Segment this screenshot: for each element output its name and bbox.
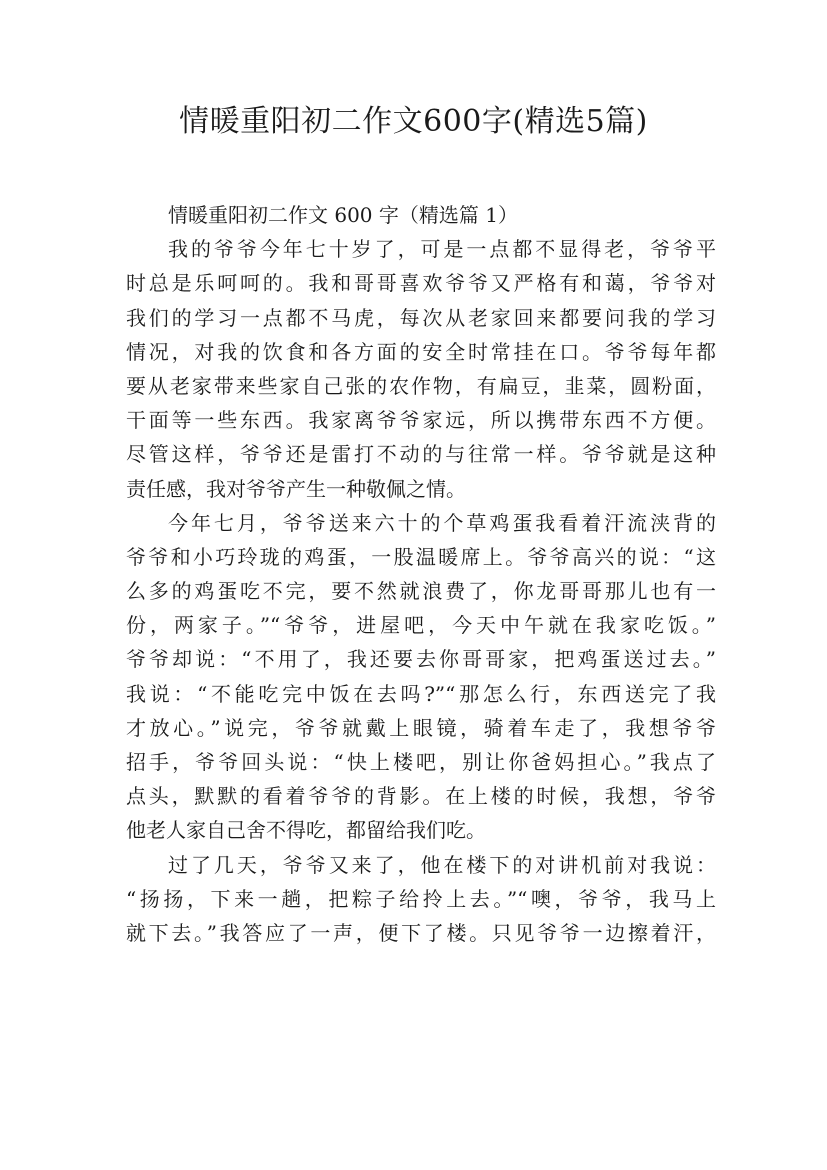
paragraph-line: 情况，对我的饮食和各方面的安全时常挂在口。爷爷每年都 (126, 339, 716, 364)
section-heading: 情暖重阳初二作文 600 字（精选篇 1） (168, 203, 518, 227)
paragraph-line: 他老人家自己舍不得吃，都留给我们吃。 (126, 818, 486, 843)
paragraph-line: 要从老家带来些家自己张的农作物，有扁豆，韭菜，圆粉面， (126, 373, 716, 398)
document-body (126, 198, 716, 950)
paragraph-line: 我说：“不能吃完中饭在去吗?”“那怎么行，东西送完了我 (126, 681, 716, 706)
document-title: 情暖重阳初二作文600字(精选5篇) (179, 104, 648, 139)
paragraph-line: 点头，默默的看着爷爷的背影。在上楼的时候，我想，爷爷 (126, 784, 716, 809)
paragraph-line: 份，两家子。”“爷爷，进屋吧，今天中午就在我家吃饭。” (126, 613, 716, 638)
paragraph-line: 干面等一些东西。我家离爷爷家远，所以携带东西不方便。 (126, 408, 716, 433)
paragraph-line: 今年七月，爷爷送来六十的个草鸡蛋我看着汗流浃背的 (168, 510, 716, 535)
paragraph-line: 招手，爷爷回头说：“快上楼吧，别让你爸妈担心。”我点了 (126, 750, 716, 774)
paragraph-line: “扬扬，下来一趟，把粽子给拎上去。”“噢，爷爷，我马上 (126, 886, 716, 911)
paragraph-line: 爷爷却说：“不用了，我还要去你哥哥家，把鸡蛋送过去。” (126, 647, 716, 672)
paragraph-line: 过了几天，爷爷又来了，他在楼下的对讲机前对我说： (168, 852, 716, 877)
paragraph-line: 就下去。”我答应了一声，便下了楼。只见爷爷一边擦着汗， (126, 920, 716, 945)
paragraph-line: 才放心。”说完，爷爷就戴上眼镜，骑着车走了，我想爷爷 (126, 715, 716, 740)
paragraph-line: 时总是乐呵呵的。我和哥哥喜欢爷爷又严格有和蔼，爷爷对 (126, 271, 716, 296)
paragraph-line: 么多的鸡蛋吃不完，要不然就浪费了，你龙哥哥那儿也有一 (126, 579, 716, 604)
paragraph-line: 尽管这样，爷爷还是雷打不动的与往常一样。爷爷就是这种 (126, 442, 716, 467)
paragraph-line: 责任感，我对爷爷产生一种敬佩之情。 (126, 476, 466, 501)
paragraph-line: 我的爷爷今年七十岁了，可是一点都不显得老，爷爷平 (168, 237, 716, 262)
paragraph-line: 我们的学习一点都不马虎，每次从老家回来都要问我的学习 (126, 305, 716, 330)
paragraph-line: 爷爷和小巧玲珑的鸡蛋，一股温暖席上。爷爷高兴的说：“这 (126, 544, 716, 569)
